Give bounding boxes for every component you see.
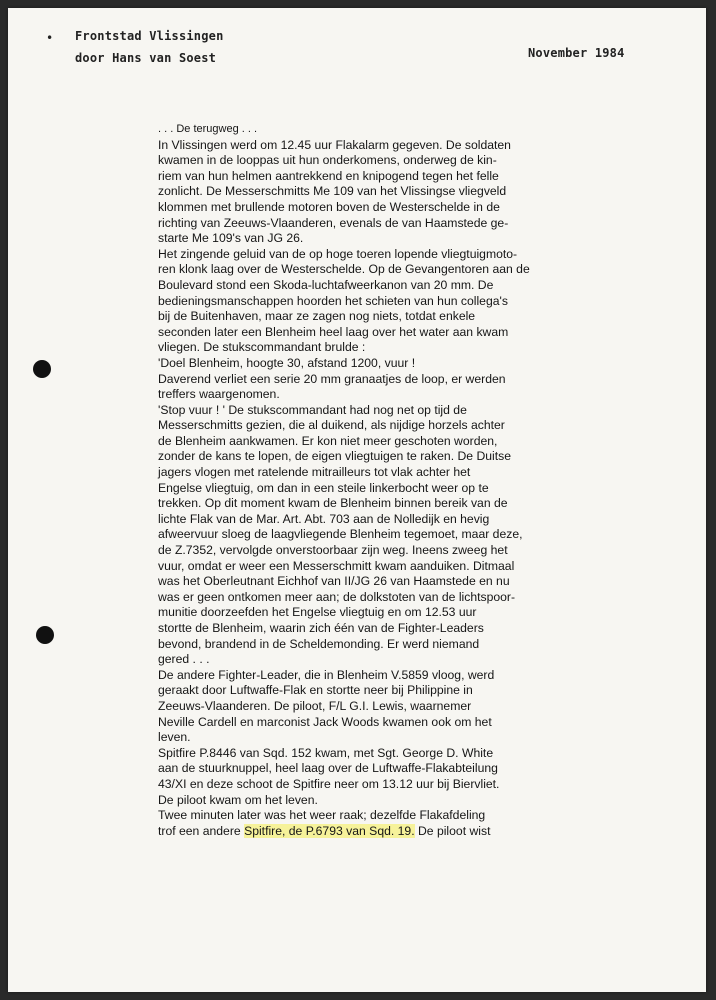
article-line: stortte de Blenheim, waarin zich één van de Fighter-Leaders <box>158 621 484 635</box>
article-line: Zeeuws-Vlaanderen. De piloot, F/L G.I. Lewis, waarnemer <box>158 698 472 713</box>
article-line: riem van hun helmen aantrekkend en knipogend tegen het felle <box>158 168 499 183</box>
article-line: was het Oberleutnant Eichhof van II/JG 26 van Haamstede en nu <box>158 574 510 589</box>
punch-hole <box>33 360 51 378</box>
article-line: klommen met brullende motoren boven de Westerschelde in de <box>158 199 500 214</box>
article-line: jagers vlogen met ratelende mitrailleurs tot vlak achter het <box>158 465 471 480</box>
article-body <box>158 122 538 839</box>
article-line: vliegen. De stukscommandant brulde : <box>158 340 366 355</box>
article-line: 'Stop vuur ! ' De stukscommandant had nog net op tijd de <box>158 402 467 417</box>
article-line: . . . De terugweg . . . <box>158 123 258 135</box>
article-line: 'Doel Blenheim, hoogte 30, afstand 1200, vuur ! <box>158 355 416 370</box>
header-title: Frontstad Vlissingen <box>75 29 224 43</box>
article-line: bij de Buitenhaven, maar ze zagen nog niets, totdat enkele <box>158 309 476 324</box>
article-line: Engelse vliegtuig, om dan in een steile linkerbocht weer op te <box>158 480 489 495</box>
article-line: de Z.7352, vervolgde onverstoorbaar zijn weg. Ineens zweeg het <box>158 543 508 558</box>
header-bullet: • <box>46 31 54 45</box>
article-line: 43/XI en deze schoot de Spitfire neer om 13.12 uur bij Biervliet. <box>158 776 500 791</box>
article-line: Daverend verliet een serie 20 mm granaatjes de loop, er werden <box>158 371 506 386</box>
article-line: Twee minuten later was het weer raak; dezelfde Flakafdeling <box>158 808 486 823</box>
article-line: geraakt door Luftwaffe-Flak en stortte neer bij Philippine in <box>158 683 473 698</box>
article-final-line <box>158 824 538 840</box>
article-line: aan de stuurknuppel, heel laag over de Luftwaffe-Flakabteilung <box>158 761 498 776</box>
article-line: afweervuur sloeg de laagvliegende Blenheim tegemoet, maar deze, <box>158 527 523 542</box>
header-author: door Hans van Soest <box>75 51 217 65</box>
article-line: Neville Cardell en marconist Jack Woods kwamen ook om het <box>158 714 492 729</box>
article-line: was er geen ontkomen meer aan; de dolkstoten van de lichtspoor- <box>158 589 516 604</box>
highlighted-text: Spitfire, de P.6793 van Sqd. 19. <box>244 823 415 838</box>
article-line: kwamen in de looppas uit hun onderkomens, onderweg de kin- <box>158 153 497 168</box>
final-line-start: trof een andere <box>158 823 245 838</box>
article-line: vuur, omdat er weer een Messerschmitt kwam aanduiken. Ditmaal <box>158 558 515 573</box>
article-line: De andere Fighter-Leader, die in Blenheim V.5859 vloog, werd <box>158 667 495 682</box>
article-line: lichte Flak van de Mar. Art. Abt. 703 aan de Nolledijk en hevig <box>158 511 490 526</box>
document-page <box>8 8 706 992</box>
article-line: In Vlissingen werd om 12.45 uur Flakalarm gegeven. De soldaten <box>158 137 511 152</box>
article-line: Spitfire P.8446 van Sqd. 152 kwam, met Sgt. George D. White <box>158 745 494 760</box>
article-line: trekken. Op dit moment kwam de Blenheim binnen bereik van de <box>158 496 508 511</box>
article-line: munitie doorzeefden het Engelse vliegtuig en om 12.53 uur <box>158 605 477 620</box>
punch-hole <box>36 626 54 644</box>
article-line: starte Me 109's van JG 26. <box>158 231 304 246</box>
article-line: seconden later een Blenheim heel laag over het water aan kwam <box>158 324 509 339</box>
article-line: leven. <box>158 730 191 745</box>
article-line: Messerschmitts gezien, die al duikend, als nijdige horzels achter <box>158 418 505 433</box>
article-line: Het zingende geluid van de op hoge toeren lopende vliegtuigmoto- <box>158 246 518 261</box>
article-line: bevond, brandend in de Scheldemonding. Er werd niemand <box>158 636 480 651</box>
article-line: bedieningsmanschappen hoorden het schieten van hun collega's <box>158 293 508 308</box>
article-line: gered . . . <box>158 652 210 667</box>
article-line: zonlicht. De Messerschmitts Me 109 van het Vlissingse vliegveld <box>158 184 507 199</box>
article-line: ren klonk laag over de Westerschelde. Op de Gevangentoren aan de <box>158 262 530 277</box>
article-line: treffers waargenomen. <box>158 387 280 402</box>
final-line-end: De piloot wist <box>414 823 491 838</box>
header-date: November 1984 <box>528 46 625 60</box>
article-line: zonder de kans te lopen, de eigen vliegtuigen te raken. De Duitse <box>158 449 511 464</box>
article-line: richting van Zeeuws-Vlaanderen, evenals de van Haamstede ge- <box>158 215 509 230</box>
article-line: De piloot kwam om het leven. <box>158 792 318 807</box>
article-line: Boulevard stond een Skoda-luchtafweerkanon van 20 mm. De <box>158 277 494 292</box>
article-line: de Blenheim aankwamen. Er kon niet meer geschoten worden, <box>158 433 498 448</box>
